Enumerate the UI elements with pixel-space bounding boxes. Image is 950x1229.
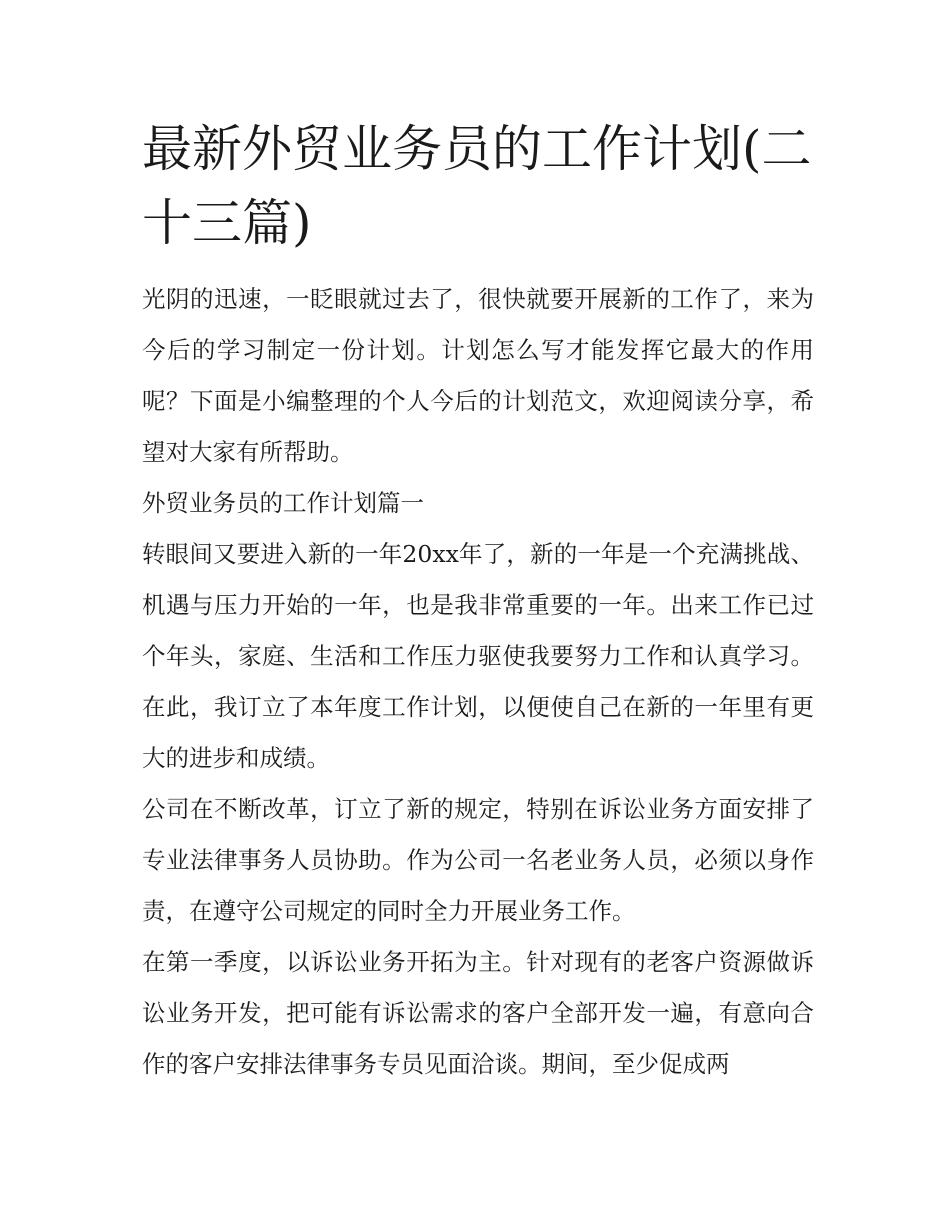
body-paragraph: 公司在不断改革，订立了新的规定，特别在诉讼业务方面安排了专业法律事务人员协助。作为公司一名老业务人员，必须以身作责，在遵守公司规定的同时全力开展业务工作。 — [142, 795, 814, 925]
document-content — [142, 112, 814, 1090]
document-title: 最新外贸业务员的工作计划(二十三篇) — [142, 120, 812, 252]
intro-paragraph: 光阴的迅速，一眨眼就过去了，很快就要开展新的工作了，来为今后的学习制定一份计划。计划怎么写才能发挥它最大的作用呢？下面是小编整理的个人今后的计划范文，欢迎阅读分享，希望对大家有所帮助。 — [142, 285, 814, 466]
section-heading: 外贸业务员的工作计划篇一 — [142, 489, 424, 517]
body-paragraph: 在第一季度，以诉讼业务开拓为主。针对现有的老客户资源做诉讼业务开发，把可能有诉讼需求的客户全部开发一遍，有意向合作的客户安排法律事务专员见面洽谈。期间，至少促成两 — [142, 948, 814, 1078]
document-body — [142, 274, 814, 1090]
body-paragraph: 转眼间又要进入新的一年20xx年了，新的一年是一个充满挑战、机遇与压力开始的一年，也是我非常重要的一年。出来工作已过个年头，家庭、生活和工作压力驱使我要努力工作和认真学习。在此，我订立了本年度工作计划，以便使自己在新的一年里有更大的进步和成绩。 — [142, 540, 814, 772]
